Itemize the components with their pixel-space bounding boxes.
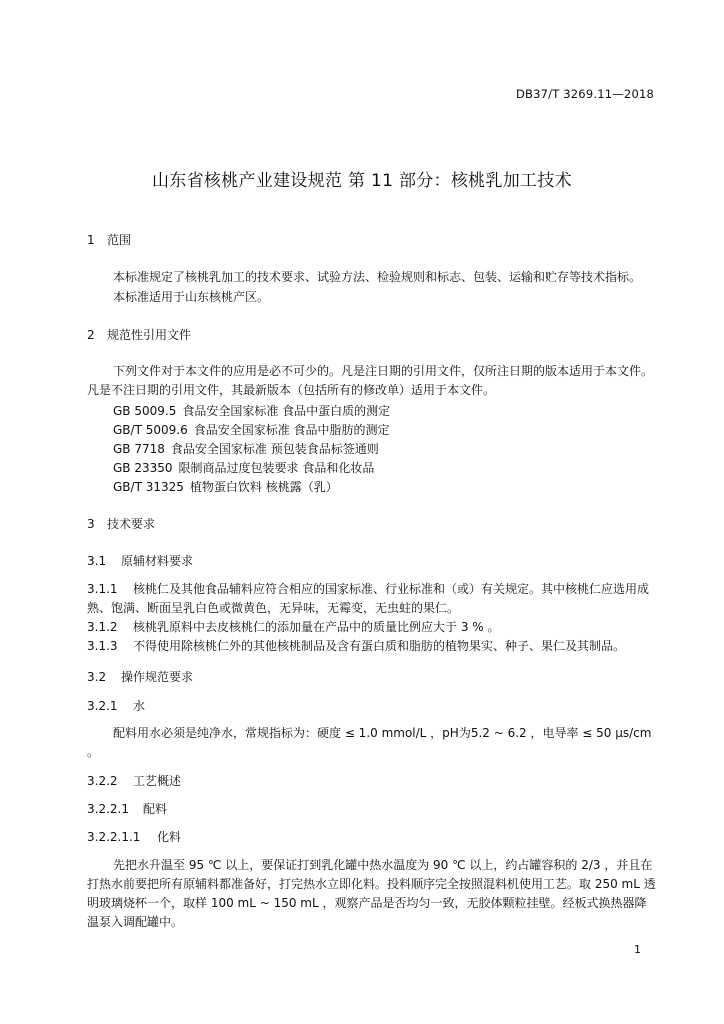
clause-3-1-2 [87,618,657,637]
reference-name: 食品安全国家标准 预包装食品标签通则 [170,442,379,456]
reference-name: 食品安全国家标准 食品中蛋白质的测定 [182,404,391,418]
reference-code: GB 7718 [113,442,165,456]
section-number: 1 [87,233,95,247]
section-number: 3.2 [87,670,107,684]
section-number: 3.1 [87,554,107,568]
section-1-heading [87,231,131,248]
reference-name: 食品安全国家标准 食品中脂肪的测定 [193,423,390,437]
section-number: 2 [87,328,95,342]
dissolving-paragraph [87,856,657,932]
section-title: 技术要求 [107,517,156,531]
section-3-2-2-1-heading [87,800,167,817]
section-3-1-heading [87,552,193,569]
reference-code: GB/T 5009.6 [113,423,188,437]
clause-number: 3.1.3 [87,639,118,653]
section-3-2-2-heading [87,772,181,789]
section-title: 范围 [107,233,132,247]
reference-item [113,402,390,419]
page-number: 1 [634,943,641,956]
section-number: 3.2.2 [87,774,118,788]
document-code: DB37/T 3269.11—2018 [515,87,654,101]
section-title: 化料 [157,830,182,844]
clause-text: 核桃乳原料中去皮核桃仁的添加量在产品中的质量比例应大于 3 % 。 [133,620,500,634]
clause-3-1-1 [87,580,657,618]
reference-item [113,421,390,438]
reference-code: GB 23350 [113,461,173,475]
water-text: 配料用水必须是纯净水，常规指标为：硬度 ≤ 1.0 mmol/L ，pH为5.2 ~ 6.2 ，电导率 ≤ 50 μs/cm 。 [87,726,652,759]
reference-name: 植物蛋白饮料 核桃露（乳） [189,480,338,494]
reference-name: 限制商品过度包装要求 食品和化妆品 [178,461,375,475]
clause-text: 核桃仁及其他食品辅料应符合相应的国家标准、行业标准和（或）有关规定。其中核桃仁应选用成熟、饱满、断面呈乳白色或微黄色，无异味，无霉变，无虫蛀的果仁。 [87,582,650,615]
scope-line-1: 本标准规定了核桃乳加工的技术要求、试验方法、检验规则和标志、包装、运输和贮存等技术指标。 [113,270,642,284]
dissolving-text: 先把水升温至 95 ℃ 以上，要保证打到乳化罐中热水温度为 90 ℃ 以上，约占罐容积的 2/3 ，并且在打热水前要把所有原辅料都准备好，打完热水立即化料。投料顺序完全按照混料机使用工艺。取 250 mL 透明玻璃烧杯一个，取样 100 mL ~ 150 mL ，观察产品是否均匀一致，无胶体颗粒挂壁。经板式换热器降温泵入调配罐中。 [87,858,656,929]
reference-item [113,478,338,495]
section-number: 3 [87,517,95,531]
reference-item [113,459,374,476]
document-title: 山东省核桃产业建设规范 第 11 部分：核桃乳加工技术 [152,171,572,191]
section-number: 3.2.2.1.1 [87,830,141,844]
reference-item [113,440,379,457]
section-number: 3.2.2.1 [87,802,129,816]
scope-line-2: 本标准适用于山东核桃产区。 [113,290,270,304]
section-3-2-1-heading [87,697,145,714]
references-paragraph [87,362,657,400]
reference-code: GB 5009.5 [113,404,177,418]
section-number: 3.2.1 [87,699,118,713]
clause-number: 3.1.2 [87,620,118,634]
clause-number: 3.1.1 [87,582,118,596]
section-3-heading [87,515,155,532]
section-title: 工艺概述 [133,774,182,788]
section-title: 操作规范要求 [121,670,194,684]
references-intro: 下列文件对于本文件的应用是必不可少的。凡是注日期的引用文件，仅所注日期的版本适用于本文件。凡是不注日期的引用文件，其最新版本（包括所有的修改单）适用于本文件。 [87,364,654,397]
reference-code: GB/T 31325 [113,480,184,494]
section-2-heading [87,326,191,343]
section-3-2-heading [87,668,193,685]
section-title: 配料 [143,802,168,816]
section-title: 原辅材料要求 [121,554,194,568]
section-3-2-2-1-1-heading [87,828,181,845]
section-title: 规范性引用文件 [107,328,192,342]
clause-3-1-3 [87,637,657,656]
section-title: 水 [133,699,146,713]
water-paragraph [87,724,657,762]
clause-text: 不得使用除核桃仁外的其他核桃制品及含有蛋白质和脂肪的植物果实、种子、果仁及其制品。 [133,639,626,653]
